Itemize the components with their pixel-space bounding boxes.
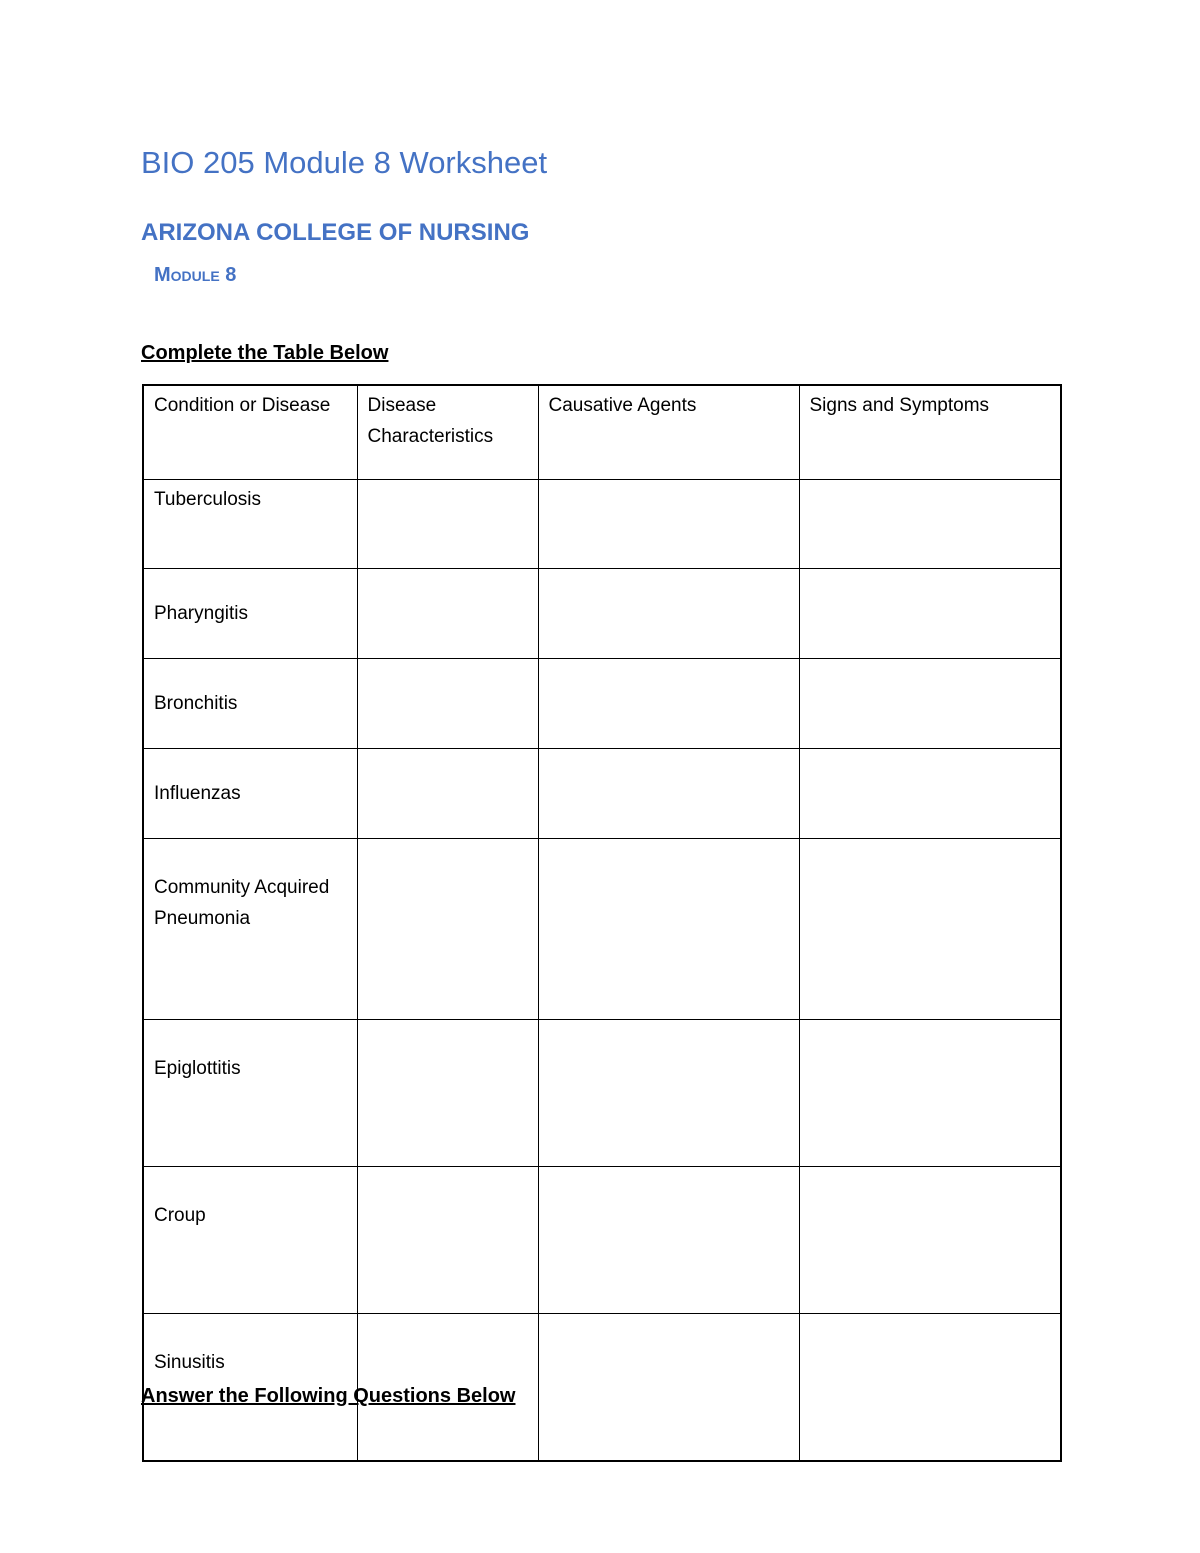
table-row	[143, 1167, 1061, 1314]
symptoms-cell[interactable]	[799, 749, 1061, 839]
agents-cell[interactable]	[538, 1314, 799, 1462]
agents-cell[interactable]	[538, 480, 799, 569]
column-header-condition: Condition or Disease	[143, 385, 357, 480]
symptoms-cell[interactable]	[799, 839, 1061, 1020]
agents-cell[interactable]	[538, 659, 799, 749]
symptoms-cell[interactable]	[799, 1020, 1061, 1167]
disease-table	[142, 384, 1062, 1462]
characteristics-cell[interactable]	[357, 480, 538, 569]
table-row	[143, 749, 1061, 839]
symptoms-cell[interactable]	[799, 569, 1061, 659]
characteristics-cell[interactable]	[357, 839, 538, 1020]
column-header-agents: Causative Agents	[538, 385, 799, 480]
table-row	[143, 569, 1061, 659]
agents-cell[interactable]	[538, 569, 799, 659]
characteristics-cell[interactable]	[357, 749, 538, 839]
document-title: BIO 205 Module 8 Worksheet	[141, 145, 548, 180]
agents-cell[interactable]	[538, 749, 799, 839]
symptoms-cell[interactable]	[799, 480, 1061, 569]
characteristics-cell[interactable]	[357, 659, 538, 749]
condition-cell: Bronchitis	[143, 659, 357, 749]
questions-section-heading: Answer the Following Questions Below	[141, 1385, 516, 1407]
condition-cell: Pharyngitis	[143, 569, 357, 659]
symptoms-cell[interactable]	[799, 1314, 1061, 1462]
characteristics-cell[interactable]	[357, 569, 538, 659]
table-row	[143, 480, 1061, 569]
table-row	[143, 839, 1061, 1020]
module-label: Module 8	[154, 264, 237, 286]
condition-cell: Sinusitis	[143, 1314, 357, 1462]
column-header-symptoms: Signs and Symptoms	[799, 385, 1061, 480]
table-header-row	[143, 385, 1061, 480]
symptoms-cell[interactable]	[799, 659, 1061, 749]
characteristics-cell[interactable]	[357, 1020, 538, 1167]
characteristics-cell[interactable]	[357, 1167, 538, 1314]
table-section-heading: Complete the Table Below	[141, 342, 389, 364]
condition-cell: Croup	[143, 1167, 357, 1314]
condition-cell: Influenzas	[143, 749, 357, 839]
agents-cell[interactable]	[538, 1167, 799, 1314]
column-header-characteristics: Disease Characteristics	[357, 385, 538, 480]
agents-cell[interactable]	[538, 839, 799, 1020]
institution-name: ARIZONA COLLEGE OF NURSING	[141, 219, 530, 246]
symptoms-cell[interactable]	[799, 1167, 1061, 1314]
table-row	[143, 659, 1061, 749]
condition-cell: Epiglottitis	[143, 1020, 357, 1167]
agents-cell[interactable]	[538, 1020, 799, 1167]
table-row	[143, 1020, 1061, 1167]
condition-cell: Community Acquired Pneumonia	[143, 839, 357, 1020]
condition-cell: Tuberculosis	[143, 480, 357, 569]
